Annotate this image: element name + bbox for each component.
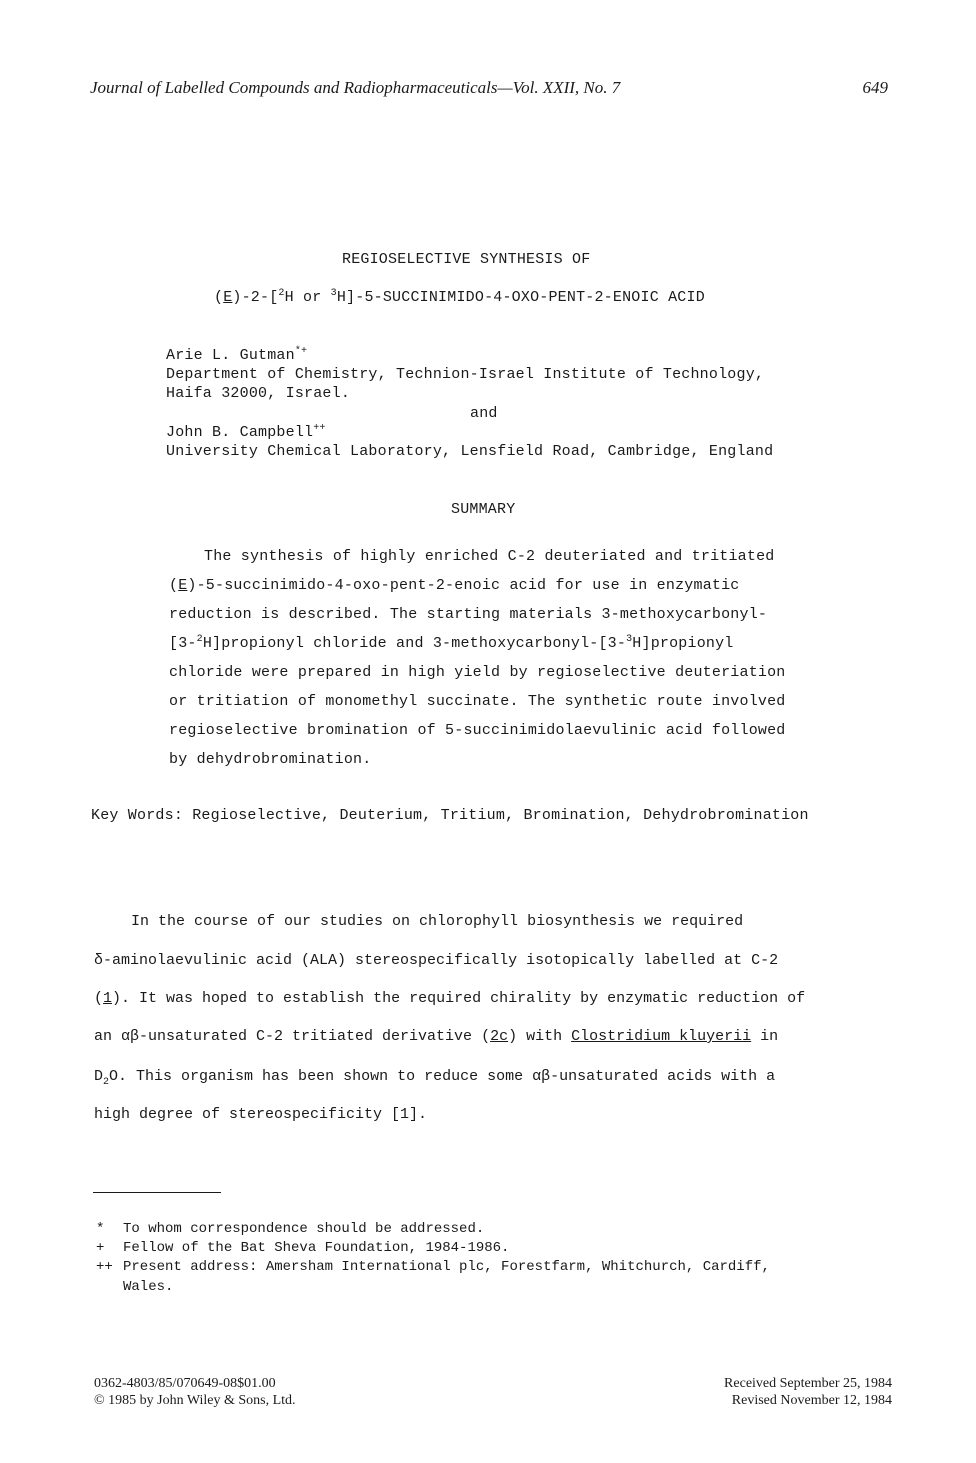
page-number: 649 [862,78,888,97]
title-line-2: (E)-2-[$^2$H or $^3$H]-5-SUCCINIMIDO-4-OXO-PENT-2-ENOIC ACID [214,288,705,306]
summary-line: by dehydrobromination. [169,751,372,768]
footnote-mark: + [96,1240,105,1256]
footnote-mark: * [96,1221,105,1237]
footnote-mark: ++ [96,1259,113,1275]
author-1-affiliation-line-1: Department of Chemistry, Technion-Israel Institute of Technology, [166,366,765,383]
summary-line: The synthesis of highly enriched C-2 deuteriated and tritiated [204,548,775,565]
body-line: an αβ-unsaturated C-2 tritiated derivative (2c) with Clostridium kluyerii in [94,1028,779,1045]
copyright-notice: © 1985 by John Wiley & Sons, Ltd. [94,1393,296,1408]
summary-line: reduction is described. The starting materials 3-methoxycarbonyl- [169,606,768,623]
footnote-text: Present address: Amersham International plc, Forestfarm, Whitchurch, Cardiff, [123,1259,770,1275]
and-separator: and [470,405,498,422]
compound-reference: 2c [490,1028,509,1045]
body-line: $D_2O$. This organism has been shown to reduce some αβ-unsaturated acids with a [94,1068,776,1088]
body-line: In the course of our studies on chlorophyll biosynthesis we required [131,913,744,930]
footnote-text: To whom correspondence should be addressed. [123,1221,485,1237]
summary-heading: SUMMARY [451,501,516,518]
body-line: high degree of stereospecificity [1]. [94,1106,428,1123]
footnote-text: Wales. [123,1279,174,1295]
title-line-1: REGIOSELECTIVE SYNTHESIS OF [342,251,591,268]
body-line: (1). It was hoped to establish the required chirality by enzymatic reduction of [94,990,806,1007]
author-1-affiliation-line-2: Haifa 32000, Israel. [166,385,351,402]
revised-date: Revised November 12, 1984 [731,1393,892,1408]
body-line: δ-aminolaevulinic acid (ALA) stereospecifically isotopically labelled at C-2 [94,952,779,969]
key-words: Key Words: Regioselective, Deuterium, Tritium, Bromination, Dehydrobromination [91,807,809,824]
compound-reference: 1 [103,990,113,1007]
organism-name: Clostridium kluyerii [571,1028,752,1045]
footnote-text: Fellow of the Bat Sheva Foundation, 1984-1986. [123,1240,510,1256]
author-1: Arie L. Gutman*+ [166,346,308,364]
summary-line: or tritiation of monomethyl succinate. The synthetic route involved [169,693,786,710]
summary-line: [3-$^2$H]propionyl chloride and 3-methoxycarbonyl-[3-$^3$H]propionyl [169,634,734,652]
summary-line: (E)-5-succinimido-4-oxo-pent-2-enoic acid for use in enzymatic [169,577,740,594]
author-2-affiliation: University Chemical Laboratory, Lensfield Road, Cambridge, England [166,443,774,460]
summary-line: chloride were prepared in high yield by regioselective deuteriation [169,664,786,681]
received-date: Received September 25, 1984 [724,1376,892,1391]
issn-price-code: 0362-4803/85/070649-08$01.00 [94,1376,276,1391]
author-2: John B. Campbell++ [166,423,326,441]
summary-line: regioselective bromination of 5-succinimidolaevulinic acid followed [169,722,786,739]
footnote-rule [93,1192,221,1193]
running-head: Journal of Labelled Compounds and Radiopharmaceuticals—Vol. XXII, No. 7 [90,78,621,97]
